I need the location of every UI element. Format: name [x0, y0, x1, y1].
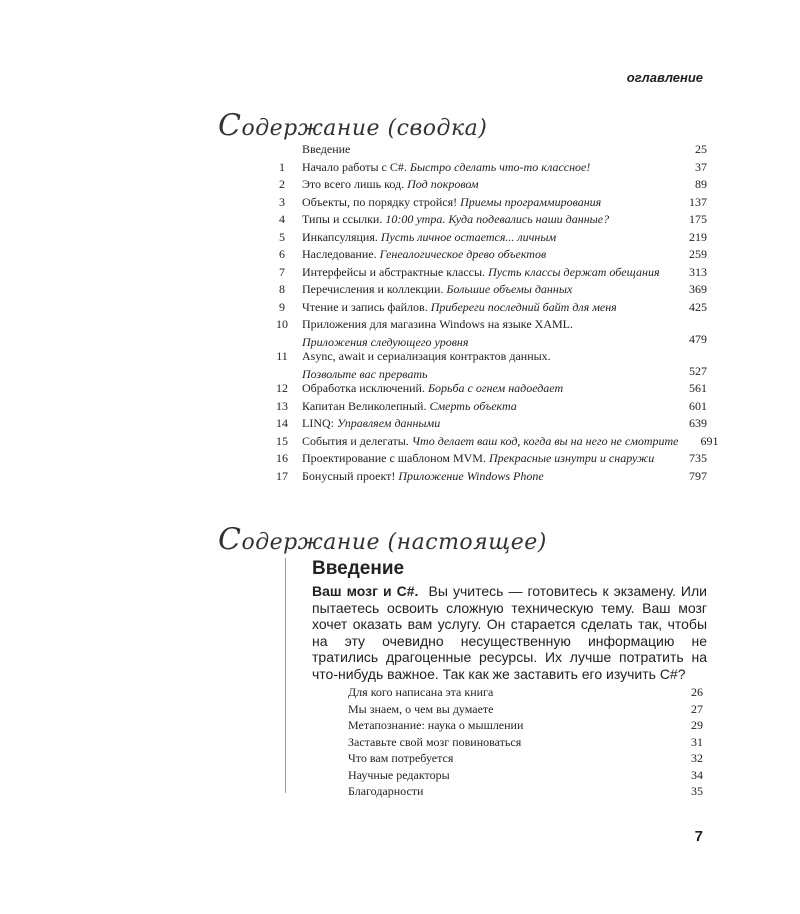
summary-toc — [262, 141, 719, 485]
toc-subtitle-text: Пусть классы держат обещания — [488, 264, 660, 279]
full-title-cap: С — [218, 522, 242, 557]
toc-page-number: 527 — [689, 364, 707, 378]
toc-subtitle-text: Под покровом — [407, 177, 479, 191]
subtoc-page-number: 32 — [691, 751, 703, 765]
toc-chapter-number: 1 — [279, 159, 285, 174]
toc-page-number: 797 — [689, 468, 707, 483]
toc-row — [262, 159, 707, 177]
toc-chapter-number: 13 — [276, 398, 288, 413]
toc-chapter-title — [302, 159, 667, 177]
intro-heading: Введение — [312, 558, 405, 579]
toc-subtitle-text: Пусть личное остается... личным — [380, 229, 557, 244]
subtoc-title: Научные редакторы — [348, 767, 450, 782]
toc-row — [262, 194, 707, 212]
subtoc-title: Мы знаем, о чем вы думаете — [348, 701, 494, 716]
intro-subtoc — [348, 684, 703, 800]
toc-row — [262, 264, 707, 282]
full-section-title — [218, 522, 547, 557]
toc-chapter-title — [302, 299, 667, 317]
toc-chapter-number: 5 — [279, 229, 285, 244]
toc-chapter-number: 9 — [279, 299, 285, 314]
toc-page-number: 25 — [695, 142, 707, 156]
toc-page-number: 479 — [689, 332, 707, 346]
toc-title-text: Наследование. — [302, 247, 377, 261]
toc-chapter-title — [302, 229, 667, 247]
subtoc-title: Для кого написана эта книга — [348, 685, 494, 699]
toc-row — [262, 348, 707, 380]
toc-subtitle-text: Приемы программирования — [460, 194, 602, 209]
toc-subtitle-text: Управляем данными — [337, 416, 441, 430]
toc-subtitle-text: Большие объемы данных — [446, 282, 573, 296]
toc-chapter-title — [302, 468, 667, 486]
toc-chapter-title — [302, 176, 667, 194]
toc-subtitle-text: Позвольте вас прервать — [302, 366, 428, 381]
toc-row — [262, 380, 707, 398]
toc-page-number: 37 — [695, 159, 707, 174]
toc-row — [262, 176, 707, 194]
margin-rule — [285, 558, 286, 793]
toc-subtitle-text: Приложения следующего уровня — [302, 334, 469, 349]
subtoc-page-number: 29 — [691, 718, 703, 732]
summary-section-title — [218, 108, 487, 143]
toc-title-text: Инкапсуляция. — [302, 229, 378, 244]
toc-chapter-title — [302, 415, 667, 433]
toc-page-number: 639 — [689, 416, 707, 430]
summary-title-cap: С — [218, 108, 242, 143]
intro-lead: Ваш мозг и C#. — [312, 583, 419, 599]
toc-title-text: Объекты, по порядку стройся! — [302, 194, 458, 209]
subtoc-title: Благодарности — [348, 784, 424, 798]
toc-row — [262, 211, 707, 229]
toc-row — [262, 299, 707, 317]
toc-page-number: 601 — [689, 398, 707, 413]
toc-title-text: Проектирование с шаблоном MVM. — [302, 451, 486, 465]
toc-chapter-title — [302, 211, 667, 229]
toc-subtitle-text: Борьба с огнем надоедает — [427, 381, 564, 395]
toc-page-number: 137 — [689, 194, 707, 209]
subtoc-row — [348, 750, 703, 767]
toc-subtitle-text: Смерть объекта — [429, 398, 517, 413]
toc-row — [262, 229, 707, 247]
toc-chapter-number: 17 — [276, 468, 288, 483]
toc-row — [262, 246, 707, 264]
summary-title-rest: одержание (сводка) — [241, 116, 488, 141]
toc-row — [262, 468, 707, 486]
toc-row — [262, 415, 707, 433]
intro-section — [312, 558, 707, 682]
subtoc-title: Что вам потребуется — [348, 751, 454, 765]
toc-chapter-number: 10 — [276, 317, 288, 331]
subtoc-row — [348, 734, 703, 751]
subtoc-page-number: 27 — [691, 701, 703, 716]
toc-page-number: 369 — [689, 282, 707, 296]
subtoc-row — [348, 717, 703, 734]
full-title-rest: одержание (настоящее) — [241, 530, 547, 555]
toc-title-text: Чтение и запись файлов. — [302, 299, 428, 314]
toc-chapter-number: 15 — [276, 433, 288, 448]
toc-title-text: Типы и ссылки. — [302, 212, 383, 226]
toc-row — [262, 398, 707, 416]
toc-row — [262, 450, 707, 468]
toc-subtitle-text: 10:00 утра. Куда подевались наши данные? — [385, 212, 610, 226]
subtoc-title: Заставьте свой мозг повиноваться — [348, 734, 522, 749]
toc-chapter-title — [302, 380, 667, 398]
toc-chapter-number: 11 — [276, 349, 288, 363]
toc-page-number: 259 — [689, 247, 707, 261]
intro-text: Вы учитесь — готовитесь к экзамену. Или пытаетесь освоить сложную техническую тему. Ваш мозг хочет оказать вам услугу. Он старается сделать так, чтобы на эту очевидно несущественную информацию не тратились драгоценные ресурсы. Их лучше потратить на что-нибудь важное. Так как же заставить его изучить C#? — [312, 583, 707, 682]
toc-row — [262, 281, 707, 299]
toc-chapter-title — [302, 450, 667, 468]
toc-chapter-number: 8 — [279, 282, 285, 296]
subtoc-row — [348, 783, 703, 800]
toc-title-text: Начало работы с C#. — [302, 159, 407, 174]
toc-subtitle-text: Прибереги последний байт для меня — [430, 299, 617, 314]
toc-chapter-title — [302, 194, 667, 212]
toc-title-text: Приложения для магазина Windows на языке XAML. — [302, 317, 573, 331]
toc-page-number: 561 — [689, 381, 707, 395]
toc-chapter-number: 14 — [276, 416, 288, 430]
running-header: оглавление — [626, 70, 703, 85]
subtoc-page-number: 31 — [691, 734, 703, 749]
toc-chapter-title — [302, 433, 679, 451]
toc-title-text: LINQ: — [302, 416, 334, 430]
toc-row — [262, 433, 719, 451]
subtoc-row — [348, 767, 703, 784]
toc-chapter-title — [302, 264, 667, 282]
toc-page-number: 691 — [700, 433, 719, 448]
toc-row — [262, 141, 707, 159]
subtoc-title: Метапознание: наука о мышлении — [348, 718, 524, 732]
toc-chapter-number: 2 — [279, 177, 285, 191]
toc-title-text: Это всего лишь код. — [302, 177, 405, 191]
toc-chapter-title — [302, 141, 667, 159]
toc-subtitle-text: Прекрасные изнутри и снаружи — [488, 451, 655, 465]
toc-title-text: Введение — [302, 142, 351, 156]
toc-subtitle-text: Генеалогическое древо объектов — [379, 247, 547, 261]
toc-subtitle-text: Приложение Windows Phone — [398, 468, 544, 483]
toc-row — [262, 316, 707, 348]
toc-page-number: 313 — [689, 264, 707, 279]
subtoc-page-number: 34 — [691, 767, 703, 782]
toc-title-text: Бонусный проект! — [302, 468, 396, 483]
intro-paragraph — [312, 583, 707, 682]
toc-chapter-title — [302, 281, 667, 299]
toc-page-number: 219 — [689, 229, 707, 244]
toc-chapter-number: 12 — [276, 381, 288, 395]
toc-chapter-title — [302, 316, 667, 351]
toc-title-text: Async, await и сериализация контрактов данных. — [302, 349, 551, 363]
toc-title-text: Перечисления и коллекции. — [302, 282, 444, 296]
subtoc-page-number: 26 — [691, 685, 703, 699]
toc-title-text: Интерфейсы и абстрактные классы. — [302, 264, 486, 279]
toc-chapter-title — [302, 246, 667, 264]
toc-page-number: 735 — [689, 451, 707, 465]
toc-title-text: Капитан Великолепный. — [302, 398, 427, 413]
subtoc-row — [348, 684, 703, 701]
toc-chapter-number: 3 — [279, 194, 285, 209]
toc-chapter-title — [302, 398, 667, 416]
toc-title-text: События и делегаты. — [302, 433, 409, 448]
toc-chapter-number: 16 — [276, 451, 288, 465]
toc-page-number: 425 — [689, 299, 707, 314]
toc-chapter-number: 6 — [279, 247, 285, 261]
toc-page-number: 175 — [689, 212, 707, 226]
subtoc-page-number: 35 — [691, 784, 703, 798]
page-number: 7 — [694, 828, 703, 845]
subtoc-row — [348, 701, 703, 718]
toc-subtitle-text: Быстро сделать что-то классное! — [409, 159, 591, 174]
toc-chapter-title — [302, 348, 667, 383]
toc-subtitle-text: Что делает ваш код, когда вы на него не смотрите — [411, 433, 679, 448]
toc-title-text: Обработка исключений. — [302, 381, 425, 395]
toc-chapter-number: 7 — [279, 264, 285, 279]
toc-page-number: 89 — [695, 177, 707, 191]
toc-chapter-number: 4 — [279, 212, 285, 226]
